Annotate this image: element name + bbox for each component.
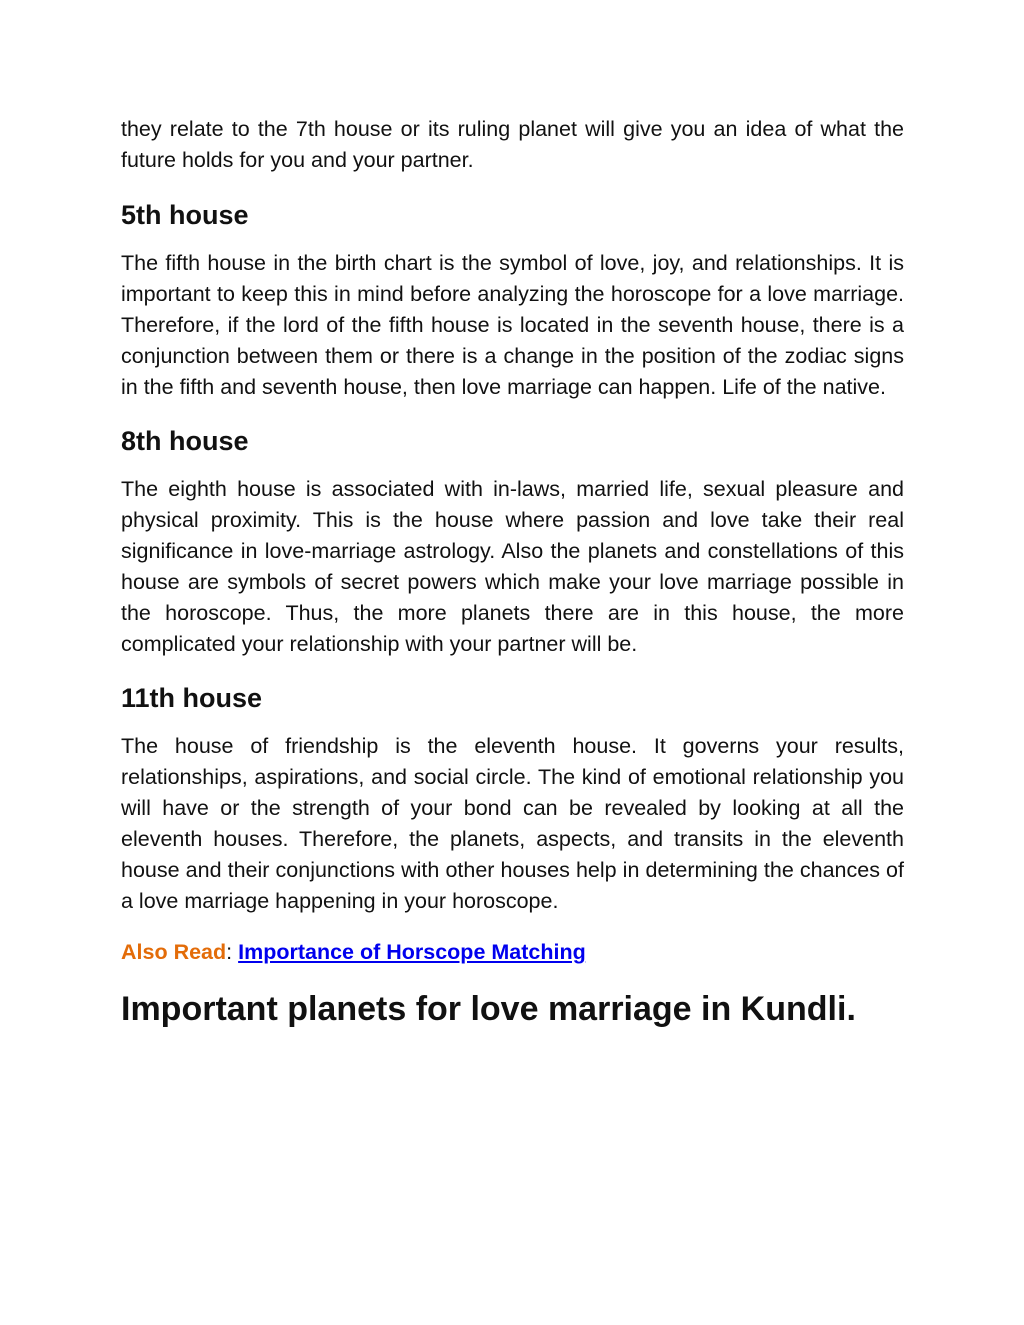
also-read-line xyxy=(121,937,904,968)
section-heading-11th-house: 11th house xyxy=(121,683,263,713)
section-body-8th-house: The eighth house is associated with in-laws, married life, sexual pleasure and physical proximity. This is the house where passion and love take their real significance in love-marriage astrology. Also the planets and constellations of this house are symbols of secret powers which make your love marriage possible in the horoscope. Thus, the more planets there are in this house, the more complicated your relationship with your partner will be. xyxy=(121,477,904,656)
section-heading-5th-house: 5th house xyxy=(121,200,249,230)
also-read-separator: : xyxy=(226,940,233,964)
intro-paragraph: they relate to the 7th house or its ruling planet will give you an idea of what the future holds for you and your partner. xyxy=(121,117,904,172)
section-body-5th-house: The fifth house in the birth chart is the symbol of love, joy, and relationships. It is important to keep this in mind before analyzing the horoscope for a love marriage. Therefore, if the lord of the fifth house is located in the seventh house, there is a conjunction between them or there is a change in the position of the zodiac signs in the fifth and seventh house, then love marriage can happen. Life of the native. xyxy=(121,251,904,399)
also-read-label: Also Read xyxy=(121,940,227,964)
main-heading: Important planets for love marriage in Kundli. xyxy=(121,990,856,1028)
document-page xyxy=(121,114,904,1030)
section-heading-8th-house: 8th house xyxy=(121,426,249,456)
section-body-11th-house: The house of friendship is the eleventh house. It governs your results, relationships, aspirations, and social circle. The kind of emotional relationship you will have or the strength of your bond can be revealed by looking at all the eleventh houses. Therefore, the planets, aspects, and transits in the eleventh house and their conjunctions with other houses help in determining the chances of a love marriage happening in your horoscope. xyxy=(121,734,904,913)
importance-of-horoscope-matching-link[interactable]: Importance of Horscope Matching xyxy=(238,940,586,964)
